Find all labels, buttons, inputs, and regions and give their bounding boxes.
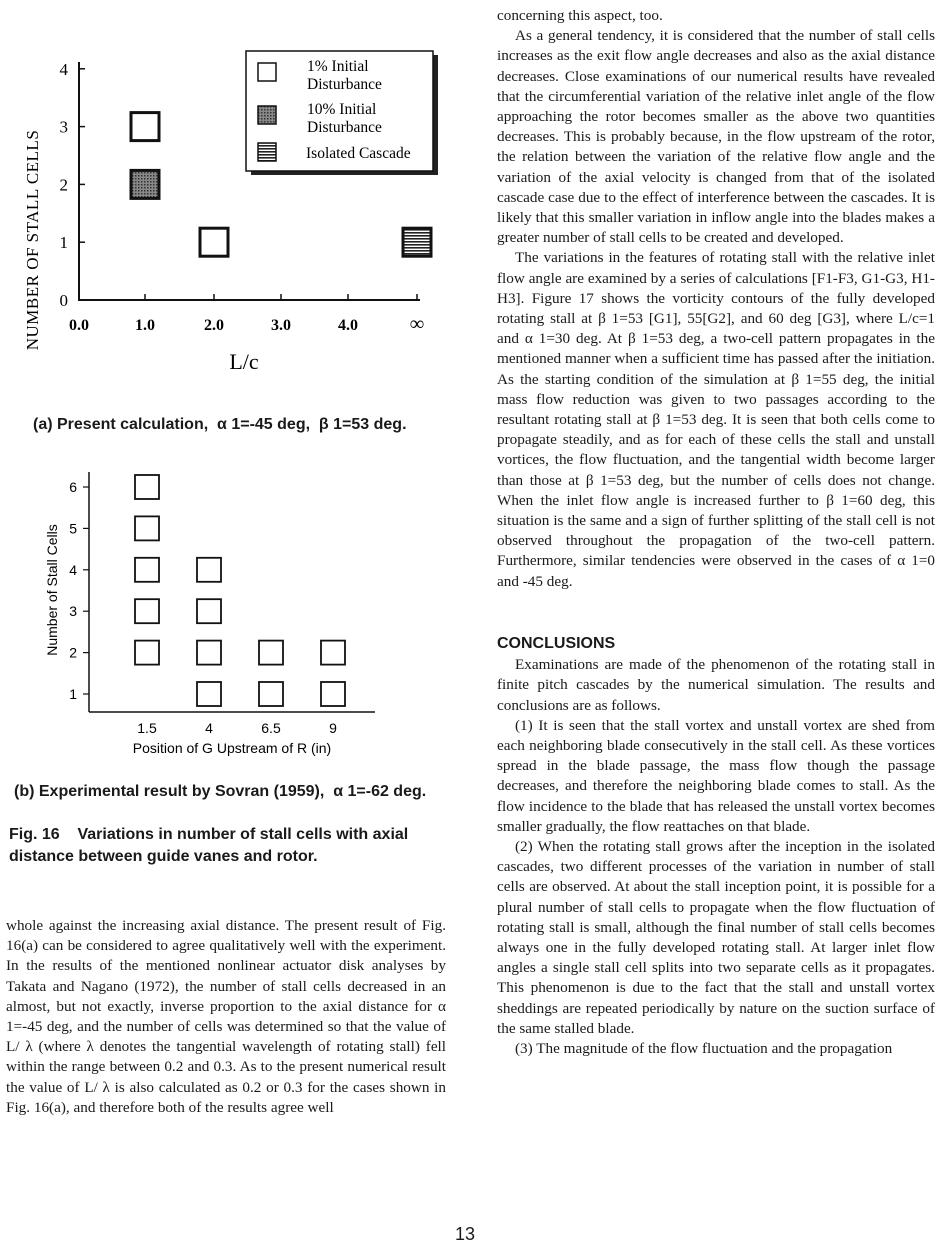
x-axis-label-b: Position of G Upstream of R (in)	[132, 740, 332, 756]
data-point	[321, 641, 345, 665]
legend-label-10pct-line1: 10% Initial	[307, 101, 377, 118]
legend-label-1pct-line1: 1% Initial	[307, 58, 369, 75]
figure-16-caption-line2: distance between guide vanes and rotor.	[9, 848, 318, 865]
data-point	[197, 641, 221, 665]
x-tick-label: 6.5	[261, 720, 281, 736]
y-tick-label: 0	[59, 291, 68, 310]
paragraph-4: (1) It is seen that the stall vortex and unstall vortex are shed from each neighboring blade consecutively in the stall cell. As these vortices spread in the blade passage, the mass flow though the passage decreases, and therefore the neighboring blade comes to stall. As the flow incidence to the blade that has released the unstall vortex becomes smaller gradually, the flow reattaches on that blade.	[497, 716, 935, 835]
left-column-text	[6, 916, 446, 1118]
data-point	[200, 228, 228, 256]
figure-16b-chart	[0, 462, 470, 762]
legend-marker-10pct	[258, 106, 276, 124]
data-point	[135, 641, 159, 665]
legend-marker-isolated	[258, 143, 276, 161]
x-tick-label: 1.5	[137, 720, 157, 736]
right-column-text	[497, 6, 935, 1059]
data-point	[135, 558, 159, 582]
y-axis-label-b: Number of Stall Cells	[44, 524, 60, 656]
data-point	[131, 113, 159, 141]
y-tick-label: 1	[59, 233, 68, 253]
x-tick-label: 1.0	[135, 317, 155, 334]
y-tick-label: 3	[59, 117, 68, 137]
paragraph-2: The variations in the features of rotating stall with the relative inlet flow angle are examined by a series of calculations [F1-F3, G1-G3, H1-H3]. Figure 17 shows the vorticity contours of the fully developed rotating stall at β 1=53 [G1], 55[G2], and 60 deg [G3], where L/c=1 and α 1=30 deg. At β 1=53 deg, a two-cell pattern propagates in the mentioned manner when a sufficient time has passed after the initiation. As the starting condition of the simulation at β 1=55 deg, the initial mass flow reduction was given to two passages according to the resultant rotating stall at β 1=53 deg. It is seen that both cells come to propagate steadily, and as for each of these cells the stall and unstall vortices, the flow fluctuation, and the tangential width become larger than those at β 1=53 deg, but the number of cells does not change. When the inlet flow angle is increased further to β 1=60 deg, this situation is the same and a sign of further splitting of the stall cell is not observed throughout the propagation of the two-cell pattern. Furthermore, similar tendencies were observed in the cases of α 1=0 and -45 deg.	[497, 249, 935, 590]
x-tick-label: 2.0	[204, 317, 224, 334]
x-tick-label: 9	[329, 720, 337, 736]
y-tick-label: 2	[69, 644, 77, 661]
y-tick-label: 4	[59, 59, 68, 79]
y-tick-label: 3	[69, 603, 77, 620]
paragraph-0: concerning this aspect, too.	[497, 7, 663, 24]
paragraph-3: Examinations are made of the phenomenon of the rotating stall in finite pitch cascades by the numerical simulation. The results and conclusions are as follows.	[497, 656, 935, 714]
data-point	[403, 228, 431, 256]
figure-16a-caption: (a) Present calculation, α 1=-45 deg, β 1=53 deg.	[33, 416, 407, 433]
x-tick-label: 0.0	[69, 317, 89, 334]
figure-16-caption-line1: Fig. 16 Variations in number of stall cells with axial	[9, 826, 409, 843]
y-tick-label: 4	[69, 561, 77, 578]
x-tick-label: 4.0	[338, 317, 358, 334]
figure-16-caption	[9, 824, 408, 868]
data-point	[135, 475, 159, 499]
y-tick-label: 1	[69, 686, 77, 702]
legend-label-1pct-line2: Disturbance	[307, 76, 382, 93]
data-point	[197, 682, 221, 706]
legend-marker-1pct	[258, 63, 276, 81]
legend	[246, 51, 438, 175]
section-heading-conclusions: CONCLUSIONS	[497, 634, 616, 652]
x-tick-label: 3.0	[271, 317, 291, 334]
data-point	[321, 682, 345, 706]
paragraph-5: (2) When the rotating stall grows after the inception in the isolated cascades, two different processes of the variation in number of stall cells are observed. At about the stall inception point, it is possible for a plural number of stall cells to propagate when the flow fluctuation of rotating stall is small, although the final number of stall cells becomes always one in the fully developed rotating stall. At larger inlet flow angles a single stall cell splits into two separate cells as it propagates. This phenomenon is due to the fact that the stall and unstall vortex sheddings are repeated periodically by nature on the suction surface of the same stalled blade.	[497, 837, 935, 1037]
x-tick-label: ∞	[409, 313, 425, 335]
paragraph-6: (3) The magnitude of the flow fluctuation and the propagation	[515, 1039, 893, 1057]
data-point	[135, 599, 159, 623]
y-axis-label: NUMBER OF STALL CELLS	[23, 129, 42, 351]
paragraph-1: As a general tendency, it is considered that the number of stall cells increases as the exit flow angle decreases and also as the axial distance decreases. Close examinations of our numerical results have revealed that the circumferential variation of the relative inlet angle of the flow approaching the rotor becomes smaller as the above two quantities decreases. This is probably because, in the flow upstream of the rotor, the relation between the variation of the relative flow angle and the variation of the axial velocity is changed from that of the isolated cascade case due to the effect of interference between the cascades. It is likely that this smaller variation in inflow angle into the blades makes a greater number of stall cells to be created and developed.	[497, 27, 935, 247]
page-number: 13	[455, 1224, 476, 1244]
left-paragraph: whole against the increasing axial distance. The present result of Fig. 16(a) can be considered to agree qualitatively well with the experiment. In the results of the mentioned nonlinear actuator disk analyses by Takata and Nagano (1972), the number of stall cells decreased in an almost, but not exactly, inverse proportion to the axial distance for α 1=-45 deg, and the number of cells was determined so that the value of L/ λ (where λ denotes the tangential wavelength of rotating stall) fell within the range between 0.2 and 0.3. As to the present numerical result the value of L/ λ is also calculated as 0.2 or 0.3 for the cases shown in Fig. 16(a), and therefore both of the results agree well	[6, 917, 446, 1116]
x-tick-label: 4	[205, 720, 213, 736]
data-point	[197, 558, 221, 582]
figure-16a-chart	[0, 40, 470, 380]
data-point	[259, 641, 283, 665]
legend-label-isolated: Isolated Cascade	[306, 145, 411, 162]
x-axis-label: L/c	[229, 349, 259, 374]
y-tick-label: 2	[59, 175, 68, 195]
data-point	[197, 599, 221, 623]
y-tick-label: 5	[69, 520, 77, 537]
data-point	[259, 682, 283, 706]
y-tick-label: 6	[69, 479, 77, 495]
figure-16b-caption: (b) Experimental result by Sovran (1959), α 1=-62 deg.	[14, 783, 427, 800]
data-point	[131, 170, 159, 198]
legend-label-10pct-line2: Disturbance	[307, 119, 382, 136]
data-point	[135, 516, 159, 540]
